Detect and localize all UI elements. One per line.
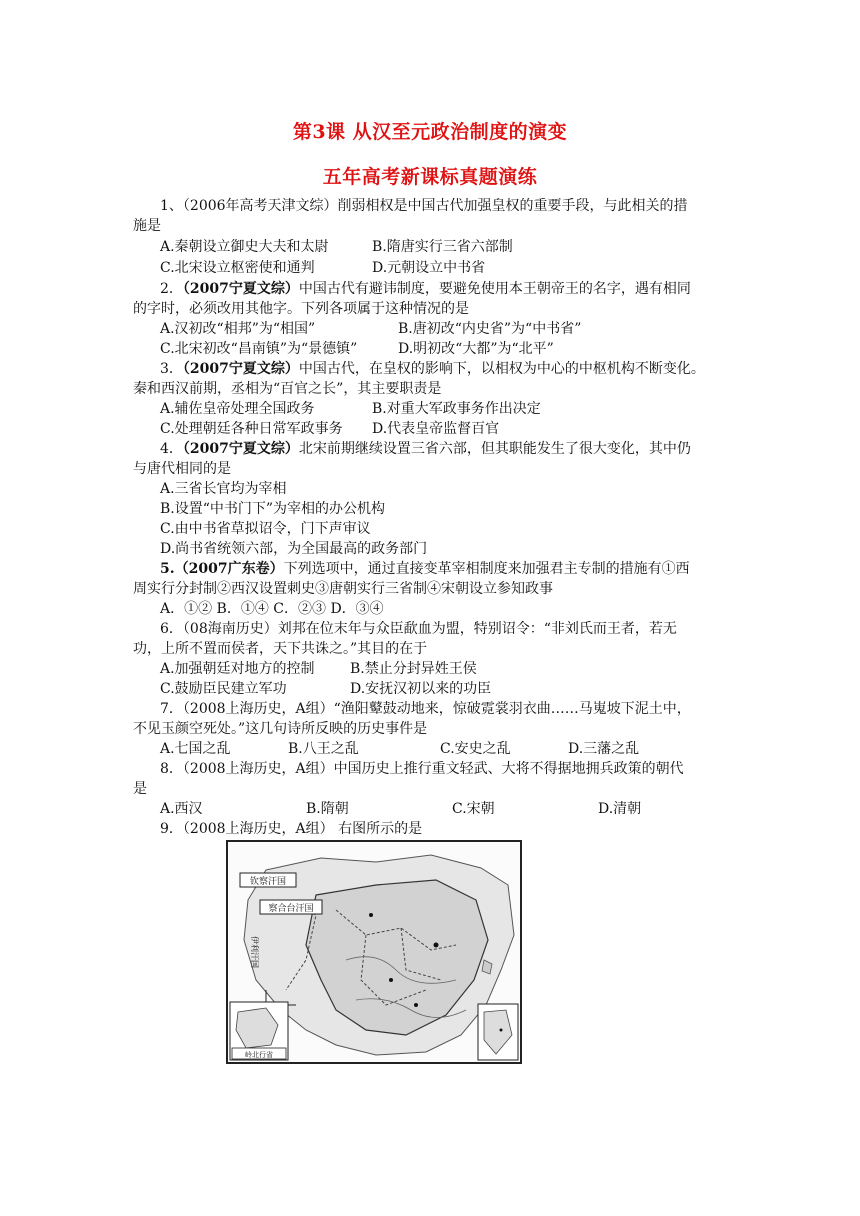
q3-line1 bbox=[133, 359, 763, 379]
q8-option-c: C.宋朝 bbox=[452, 801, 495, 817]
map-label-chagatai-khanate: 察合台汗国 bbox=[268, 904, 314, 914]
q1-option-c: C.北宋设立枢密使和通判 bbox=[160, 260, 315, 276]
q1-options-row1 bbox=[133, 237, 763, 257]
q4-option-b: B.设置“中书门下”为宰相的办公机构 bbox=[160, 501, 386, 517]
q2-option-d: D.明初改“大都”为“北平” bbox=[398, 341, 554, 357]
q7-line1: 7．（2008上海历史，A组）“渔阳鼙鼓动地来，惊破霓裳羽衣曲……马嵬坡下泥土中， bbox=[160, 701, 691, 717]
q4-line1 bbox=[133, 439, 763, 459]
q2-number: 2． bbox=[160, 281, 183, 297]
q2-option-a: A.汉初改“相邦”为“相国” bbox=[160, 321, 316, 337]
q7-option-b: B.八王之乱 bbox=[288, 741, 359, 757]
q8-option-d: D.清朝 bbox=[598, 801, 642, 817]
q3-option-a: A.辅佐皇帝处理全国政务 bbox=[160, 401, 315, 417]
map-label-ilkhanate: 伊利汗国 bbox=[250, 936, 259, 968]
q2-option-c: C.北宋初改“昌南镇”为“景德镇” bbox=[160, 341, 358, 357]
q1-line2: 施是 bbox=[133, 218, 161, 234]
q3-option-b: B.对重大军政事务作出决定 bbox=[372, 401, 541, 417]
q2-option-b: B.唐初改“内史省”为“中书省” bbox=[398, 321, 582, 337]
q8-options bbox=[133, 799, 763, 819]
q2-source: （2007宁夏文综） bbox=[182, 281, 299, 297]
q4-line2: 与唐代相同的是 bbox=[133, 461, 231, 477]
q6-line2: 功，上所不置而侯者，天下共诛之。”其目的在于 bbox=[133, 641, 428, 657]
q1-line1: 1、（2006年高考天津文综）削弱相权是中国古代加强皇权的重要手段，与此相关的措 bbox=[160, 198, 688, 214]
q8-line1: 8．（2008上海历史，A组）中国历史上推行重文轻武、大将不得据地拥兵政策的朝代 bbox=[160, 761, 684, 777]
yuan-dynasty-map bbox=[226, 840, 522, 1064]
map-label-lingbei-province: 岭北行省 bbox=[245, 1051, 273, 1059]
q4-option-a: A.三省长官均为宰相 bbox=[160, 481, 287, 497]
q6-options-row1 bbox=[133, 659, 763, 679]
q7-line2: 不见玉颜空死处。”这几句诗所反映的历史事件是 bbox=[133, 721, 428, 737]
q1-option-b: B.隋唐实行三省六部制 bbox=[372, 239, 513, 255]
q3-option-c: C.处理朝廷各种日常军政事务 bbox=[160, 421, 343, 437]
q3-stem-start: 中国古代，在皇权的影响下，以相权为中心的中枢机构不断变化。 bbox=[298, 361, 705, 377]
q4-source: （2007宁夏文综） bbox=[182, 441, 299, 457]
q7-option-d: D.三藩之乱 bbox=[568, 741, 640, 757]
q4-option-c: C.由中书省草拟诏令，门下声审议 bbox=[160, 521, 371, 537]
question-list bbox=[133, 196, 763, 839]
q3-options-row1 bbox=[133, 399, 763, 419]
q6-options-row2 bbox=[133, 679, 763, 699]
q4-number: 4． bbox=[160, 441, 183, 457]
q1-options-row2 bbox=[133, 258, 763, 278]
q2-line2: 的字时，必须改用其他字。下列各项属于这种情况的是 bbox=[133, 301, 469, 317]
q6-option-b: B.禁止分封异姓王侯 bbox=[350, 661, 477, 677]
q2-options-row2 bbox=[133, 339, 763, 359]
q3-number: 3． bbox=[160, 361, 183, 377]
q2-stem-start: 中国古代有避讳制度，要避免使用本王朝帝王的名字，遇有相同 bbox=[298, 281, 691, 297]
q6-option-a: A.加强朝廷对地方的控制 bbox=[160, 661, 315, 677]
q5-line2: 周实行分封制②西汉设置刺史③唐朝实行三省制④宋朝设立参知政事 bbox=[133, 581, 553, 597]
q5-line1 bbox=[133, 559, 763, 579]
q1-option-d: D.元朝设立中书省 bbox=[372, 260, 486, 276]
section-subtitle: 五年高考新课标真题演练 bbox=[322, 166, 538, 188]
q6-option-c: C.鼓励臣民建立军功 bbox=[160, 681, 287, 697]
q2-line1 bbox=[133, 279, 763, 299]
q7-option-a: A.七国之乱 bbox=[160, 741, 231, 757]
q1-option-a: A.秦朝设立御史大夫和太尉 bbox=[160, 239, 329, 255]
q6-line1: 6．（08海南历史）刘邦在位末年与众臣歃血为盟，特别诏令：“非刘氏而王者，若无 bbox=[160, 621, 677, 637]
q3-options-row2 bbox=[133, 419, 763, 439]
q2-options-row1 bbox=[133, 319, 763, 339]
q5-stem-start: 下列选项中，通过直接变革宰相制度来加强君主专制的措施有①西 bbox=[283, 561, 690, 577]
q3-source: （2007宁夏文综） bbox=[182, 361, 299, 377]
q5-source: （2007广东卷） bbox=[174, 561, 284, 577]
q5-number: 5. bbox=[160, 561, 175, 577]
q4-option-d: D.尚书省统领六部，为全国最高的政务部门 bbox=[160, 541, 428, 557]
q3-line2: 秦和西汉前期，丞相为“百官之长”，其主要职责是 bbox=[133, 381, 442, 397]
lesson-title: 第3课 从汉至元政治制度的演变 bbox=[292, 121, 568, 143]
q4-stem-start: 北宋前期继续设置三省六部，但其职能发生了很大变化，其中仍 bbox=[298, 441, 691, 457]
q9-line1: 9．（2008上海历史，A组） 右图所示的是 bbox=[160, 821, 423, 837]
q6-option-d: D.安抚汉初以来的功臣 bbox=[350, 681, 492, 697]
q5-options: A．①② B．①④ C．②③ D．③④ bbox=[160, 601, 384, 617]
q8-option-b: B.隋朝 bbox=[306, 801, 349, 817]
q7-option-c: C.安史之乱 bbox=[440, 741, 511, 757]
map-label-kipchak-khanate: 钦察汗国 bbox=[249, 877, 287, 887]
q8-option-a: A.西汉 bbox=[160, 801, 203, 817]
q7-options bbox=[133, 739, 763, 759]
q8-line2: 是 bbox=[133, 781, 147, 797]
q3-option-d: D.代表皇帝监督百官 bbox=[372, 421, 500, 437]
